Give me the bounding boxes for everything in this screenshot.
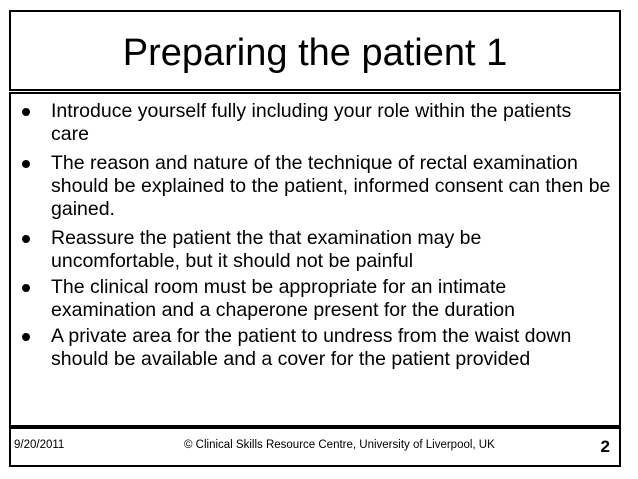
bullet-text: Introduce yourself fully including your role within the patients care xyxy=(51,100,572,145)
bullet-dot-icon xyxy=(22,333,30,341)
bullet-dot-icon xyxy=(22,108,30,116)
title-box xyxy=(9,10,621,91)
page-number: 2 xyxy=(600,437,610,456)
bullet-dot-icon xyxy=(22,284,30,292)
bullet-item xyxy=(11,276,611,322)
bullet-item xyxy=(11,325,611,371)
footer xyxy=(9,427,621,467)
bullet-dot-icon xyxy=(22,235,30,243)
slide-title: Preparing the patient 1 xyxy=(122,31,508,74)
bullet-item xyxy=(11,227,611,273)
content-box xyxy=(9,92,621,427)
footer-credit: © Clinical Skills Resource Centre, University of Liverpool, UK xyxy=(184,439,495,451)
bullet-list xyxy=(11,100,611,377)
bullet-text: Reassure the patient the that examination may be uncomfortable, but it should not be painful xyxy=(51,227,482,272)
footer-date: 9/20/2011 xyxy=(14,439,65,451)
bullet-item xyxy=(11,152,611,221)
bullet-text: The clinical room must be appropriate for an intimate examination and a chaperone present for the duration xyxy=(51,276,515,321)
bullet-text: A private area for the patient to undress from the waist down should be available and a cover for the patient provided xyxy=(51,325,572,370)
bullet-dot-icon xyxy=(22,160,30,168)
bullet-item xyxy=(11,100,611,146)
bullet-text: The reason and nature of the technique of rectal examination should be explained to the patient, informed consent can then be gained. xyxy=(51,152,611,220)
